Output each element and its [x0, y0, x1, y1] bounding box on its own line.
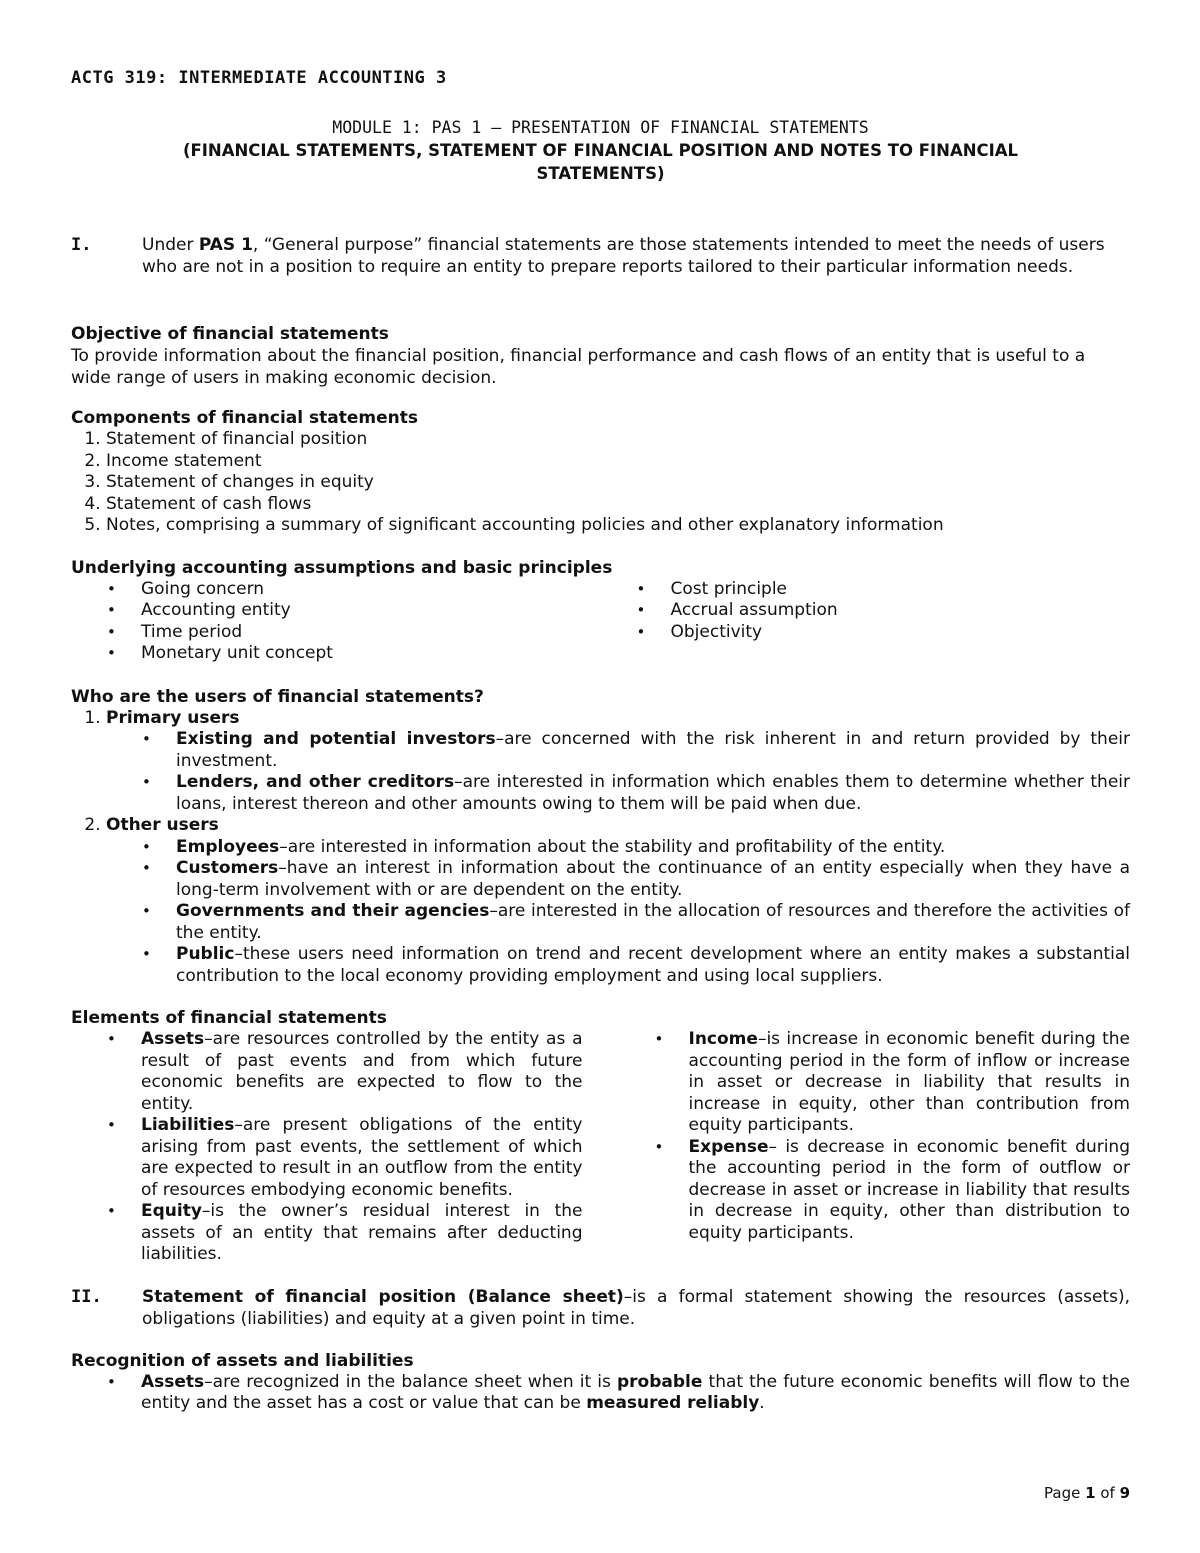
elements-heading: Elements of financial statements: [71, 1008, 387, 1028]
description: –is the owner’s residual interest in the assets of an entity that remains after deducting liabilities.: [141, 1201, 583, 1264]
elements-section: [71, 1007, 1130, 1266]
term: Customers: [176, 858, 279, 878]
list-item: • Time period: [141, 622, 601, 644]
module-title-line1: MODULE 1: PAS 1 – PRESENTATION OF FINANCIAL STATEMENTS: [332, 118, 869, 137]
list-item: [176, 944, 1130, 987]
section-1: [71, 234, 1130, 278]
module-title-line2: (FINANCIAL STATEMENTS, STATEMENT OF FINANCIAL POSITION AND NOTES TO FINANCIAL: [182, 141, 1019, 160]
description: –are present obligations of the entity arising from past events, the settlement of which are expected to result in an outflow from the entity of resources embodying economic benefits.: [141, 1115, 583, 1200]
list-item: • Going concern: [141, 579, 601, 601]
objective-text: To provide information about the financial position, financial performance and cash flows of an entity that is useful to a wide range of users in making economic decision.: [71, 346, 1086, 388]
term: Lenders, and other creditors: [176, 772, 455, 792]
list-item: [176, 729, 1130, 772]
document-page: [71, 68, 1130, 1415]
assumptions-left-list: [71, 579, 601, 665]
page-word: Page: [1044, 1484, 1086, 1502]
description: –are interested in information about the stability and profitability of the entity.: [279, 836, 946, 857]
list-item: [141, 1201, 583, 1266]
list-item: [176, 901, 1130, 944]
list-item: • Cost principle: [671, 579, 1131, 601]
description: –are resources controlled by the entity as a result of past events and from which future economic benefits are expected to flow to the entity.: [141, 1029, 583, 1114]
recognition-section: [71, 1350, 1130, 1415]
list-item: [689, 1029, 1131, 1137]
term: Employees: [176, 836, 280, 857]
section-2-numeral: II.: [71, 1286, 102, 1307]
emphasis: measured reliably: [586, 1393, 760, 1413]
components-section: [71, 407, 1130, 537]
description: –are recognized in the balance sheet when it is: [204, 1371, 617, 1392]
elements-right-list: [619, 1029, 1131, 1244]
users-list: [71, 708, 1130, 988]
term: Assets: [141, 1029, 205, 1049]
term: Existing and potential investors: [176, 729, 496, 749]
elements-left-list: [71, 1029, 583, 1266]
section-1-text: [142, 234, 1130, 278]
list-item: 2. Income statement: [106, 451, 1130, 473]
list-item: [141, 1029, 583, 1115]
term: Public: [176, 944, 235, 964]
users-section: [71, 686, 1130, 988]
assumptions-right-list: [601, 579, 1131, 644]
list-item: [106, 708, 1130, 816]
list-item: [141, 1372, 1130, 1415]
recognition-list: [71, 1372, 1130, 1415]
list-item: 1. Statement of financial position: [106, 429, 1130, 451]
section-1-pre: Under: [142, 235, 199, 255]
section-1-bold: PAS 1: [198, 235, 253, 255]
description: –have an interest in information about the continuance of an entity especially when they have a long-term involvement with or are dependent on the entity.: [176, 858, 1130, 900]
section-1-post: , “General purpose” financial statements are those statements intended to meet the needs of users who are not in a position to require an entity to prepare reports tailored to their particular information needs.: [142, 235, 1105, 277]
section-1-numeral: I.: [71, 235, 92, 255]
page-number: 1: [1085, 1484, 1096, 1502]
page-footer: [1044, 1484, 1130, 1502]
list-item: • Accrual assumption: [671, 600, 1131, 622]
section-2-text: [142, 1286, 1130, 1330]
list-item: [689, 1137, 1131, 1245]
list-item: 3. Statement of changes in equity: [106, 472, 1130, 494]
list-item: [176, 772, 1130, 815]
section-2-bold: Statement of financial position (Balance sheet): [142, 1286, 624, 1307]
assumptions-columns: [71, 579, 1130, 665]
components-heading: Components of financial statements: [71, 408, 418, 428]
description: –is increase in economic benefit during the accounting period in the form of inflow or increase in asset or decrease in liability that results in increase in equity, other than contribution from equity participants.: [688, 1029, 1130, 1135]
list-item: • Accounting entity: [141, 600, 601, 622]
other-users-label: Other users: [106, 815, 219, 835]
section-2-post: –is a formal statement showing the resources (assets), obligations (liabilities) and equity at a given point in time.: [142, 1286, 1130, 1329]
components-list: [71, 429, 1130, 537]
elements-columns: [71, 1029, 1130, 1266]
description: –are interested in the allocation of resources and therefore the activities of the entity.: [176, 901, 1130, 943]
objective-heading: Objective of financial statements: [71, 324, 389, 344]
description: .: [759, 1393, 765, 1413]
list-item: [141, 1115, 583, 1201]
term: Governments and their agencies: [176, 901, 490, 921]
term: Assets: [141, 1371, 205, 1392]
emphasis: probable: [617, 1371, 703, 1392]
module-title: [71, 116, 1130, 185]
course-title: ACTG 319: INTERMEDIATE ACCOUNTING 3: [71, 68, 447, 88]
of-word: of: [1095, 1484, 1120, 1502]
recognition-heading: Recognition of assets and liabilities: [71, 1350, 414, 1371]
primary-users-label: Primary users: [106, 707, 240, 728]
list-item: [106, 815, 1130, 987]
page-total: 9: [1119, 1484, 1130, 1502]
list-item: • Objectivity: [671, 622, 1131, 644]
list-item: [176, 858, 1130, 901]
term: Liabilities: [141, 1115, 235, 1135]
assumptions-section: [71, 557, 1130, 665]
objective-section: [71, 323, 1130, 389]
assumptions-heading: Underlying accounting assumptions and basic principles: [71, 557, 613, 578]
list-item: • Monetary unit concept: [141, 643, 601, 665]
list-item: [176, 837, 1130, 859]
term: Expense: [688, 1136, 769, 1157]
description: that the future economic benefits will flow to the entity and the asset has a cost or value that can be: [141, 1371, 1130, 1413]
other-users-list: [106, 837, 1130, 988]
term: Income: [688, 1029, 758, 1049]
primary-users-list: [106, 729, 1130, 815]
description: –these users need information on trend and recent development where an entity makes a substantial contribution to the local economy providing employment and using local suppliers.: [176, 944, 1130, 986]
description: –are concerned with the risk inherent in and return provided by their investment.: [176, 729, 1130, 771]
users-heading: Who are the users of financial statements?: [71, 686, 484, 707]
list-item: 4. Statement of cash flows: [106, 494, 1130, 516]
section-2: [71, 1286, 1130, 1330]
description: – is decrease in economic benefit during the accounting period in the form of outflow or decrease in asset or increase in liability that results in decrease in equity, other than distribution to equity participants.: [688, 1136, 1130, 1243]
list-item: 5. Notes, comprising a summary of significant accounting policies and other explanatory information: [106, 515, 1130, 537]
description: –are interested in information which enables them to determine whether their loans, interest thereon and other amounts owing to them will be paid when due.: [176, 772, 1130, 814]
term: Equity: [141, 1201, 202, 1221]
module-title-line3: STATEMENTS): [536, 164, 665, 183]
